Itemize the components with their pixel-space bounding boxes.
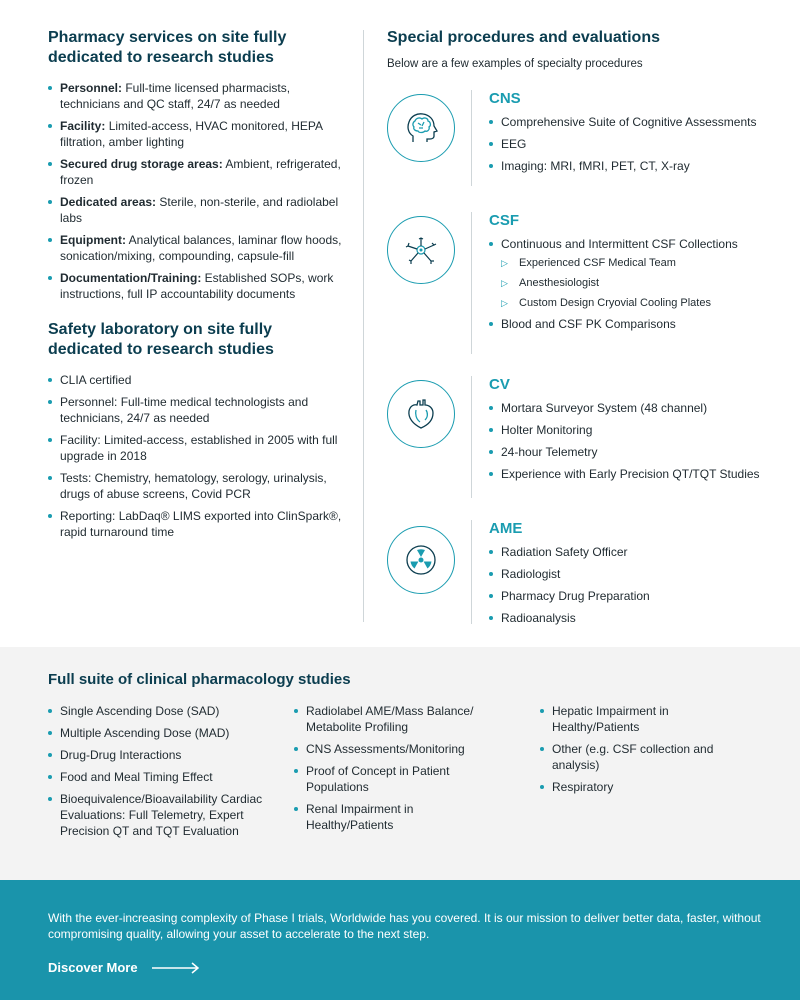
procedure-heading: CV	[489, 376, 510, 393]
list-item: Pharmacy Drug Preparation	[489, 588, 789, 604]
brain-head-icon	[387, 94, 455, 162]
list-item: Radiologist	[489, 566, 789, 582]
discover-more-label: Discover More	[48, 960, 138, 975]
list-item: Radiation Safety Officer	[489, 544, 789, 560]
safety-title: Safety laboratory on site fully dedicated to research studies	[48, 321, 274, 358]
list-item: Tests: Chemistry, hematology, serology, urinalysis, drugs of abuse screens, Covid PCR	[48, 470, 348, 502]
safety-list	[48, 372, 348, 540]
radiation-icon	[387, 526, 455, 594]
suite-list	[48, 703, 270, 839]
list-item: Dedicated areas: Sterile, non-sterile, and radiolabel labs	[48, 194, 348, 226]
footer-text: With the ever-increasing complexity of Phase I trials, Worldwide has you covered. It is our mission to deliver better data, faster, without compromising quality, allowing your asset to accelerate to the next step.	[48, 911, 761, 941]
procedure-body	[489, 90, 789, 180]
procedure-list	[489, 114, 789, 174]
list-item: Drug-Drug Interactions	[48, 747, 270, 763]
procedure-body	[489, 376, 789, 488]
pharmacy-title: Pharmacy services on site fully dedicated to research studies	[48, 29, 287, 66]
list-item: Reporting: LabDaq® LIMS exported into ClinSpark®, rapid turnaround time	[48, 508, 348, 540]
arrow-right-icon	[152, 962, 200, 974]
list-item: Radiolabel AME/Mass Balance/ Metabolite Profiling	[294, 703, 504, 735]
suite-column-1	[48, 703, 270, 845]
procedure-list	[489, 544, 789, 626]
procedure-cv	[387, 376, 787, 504]
procedure-divider	[471, 212, 472, 354]
suite-list	[294, 703, 504, 833]
procedure-divider	[471, 520, 472, 624]
suite-title: Full suite of clinical pharmacology studies	[48, 671, 351, 688]
sub-list-item: ▷ Experienced CSF Medical Team	[501, 257, 676, 269]
list-item: CLIA certified	[48, 372, 348, 388]
procedure-list	[489, 400, 789, 482]
procedure-heading: CSF	[489, 212, 519, 229]
procedure-list	[489, 236, 789, 332]
list-item: Respiratory	[540, 779, 740, 795]
column-divider	[363, 30, 364, 622]
sub-list-item: ▷ Anesthesiologist	[501, 277, 600, 289]
list-item: Imaging: MRI, fMRI, PET, CT, X-ray	[489, 158, 789, 174]
list-item: Documentation/Training: Established SOPs, work instructions, full IP accountability documents	[48, 270, 348, 302]
list-item: Holter Monitoring	[489, 422, 789, 438]
triangle-icon: ▷	[501, 258, 508, 268]
list-item: Renal Impairment in Healthy/Patients	[294, 801, 504, 833]
list-item: Continuous and Intermittent CSF Collections ▷ Experienced CSF Medical Team ▷ Anesthesiologist ▷ Custom Design Cryovial Cooling Plates	[489, 236, 789, 310]
sub-list	[501, 256, 789, 310]
suite-column-2	[294, 703, 504, 839]
heart-icon	[387, 380, 455, 448]
procedure-cns	[387, 90, 787, 200]
special-intro: Below are a few examples of specialty procedures	[387, 58, 643, 70]
procedure-body	[489, 520, 789, 632]
suite-column-3	[540, 703, 740, 801]
triangle-icon: ▷	[501, 278, 508, 288]
discover-more-link[interactable]	[48, 960, 200, 975]
list-item: Secured drug storage areas: Ambient, refrigerated, frozen	[48, 156, 348, 188]
list-item: Radioanalysis	[489, 610, 789, 626]
procedure-divider	[471, 376, 472, 498]
list-item: Proof of Concept in Patient Populations	[294, 763, 504, 795]
procedure-heading: CNS	[489, 90, 521, 107]
list-item: 24-hour Telemetry	[489, 444, 789, 460]
list-item: EEG	[489, 136, 789, 152]
list-item: Blood and CSF PK Comparisons	[489, 316, 789, 332]
list-item: Multiple Ascending Dose (MAD)	[48, 725, 270, 741]
list-item: Equipment: Analytical balances, laminar flow hoods, sonication/mixing, compounding, capsule-fill	[48, 232, 348, 264]
list-item: Experience with Early Precision QT/TQT Studies	[489, 466, 789, 482]
list-item: Personnel: Full-time medical technologists and technicians, 24/7 as needed	[48, 394, 348, 426]
sub-list-item: ▷ Custom Design Cryovial Cooling Plates	[501, 297, 711, 309]
list-item: Facility: Limited-access, HVAC monitored, HEPA filtration, amber lighting	[48, 118, 348, 150]
right-column	[387, 28, 787, 625]
list-item: CNS Assessments/Monitoring	[294, 741, 504, 757]
list-item: Personnel: Full-time licensed pharmacists, technicians and QC staff, 24/7 as needed	[48, 80, 348, 112]
procedure-ame	[387, 520, 787, 630]
list-item: Single Ascending Dose (SAD)	[48, 703, 270, 719]
procedure-divider	[471, 90, 472, 186]
list-item: Comprehensive Suite of Cognitive Assessments	[489, 114, 789, 130]
triangle-icon: ▷	[501, 298, 508, 308]
procedure-csf	[387, 212, 787, 362]
left-column	[48, 28, 348, 546]
list-item: Hepatic Impairment in Healthy/Patients	[540, 703, 740, 735]
procedure-body	[489, 212, 789, 338]
footer-banner	[0, 880, 800, 1000]
procedure-heading: AME	[489, 520, 523, 537]
special-title: Special procedures and evaluations	[387, 29, 660, 46]
list-item: Facility: Limited-access, established in 2005 with full upgrade in 2018	[48, 432, 348, 464]
list-item: Other (e.g. CSF collection and analysis)	[540, 741, 740, 773]
list-item: Bioequivalence/Bioavailability Cardiac Evaluations: Full Telemetry, Expert Precision QT and TQT Evaluation	[48, 791, 270, 839]
suite-section	[0, 647, 800, 880]
pharmacy-list	[48, 80, 348, 302]
neuron-icon	[387, 216, 455, 284]
suite-list	[540, 703, 740, 795]
list-item: Food and Meal Timing Effect	[48, 769, 270, 785]
list-item: Mortara Surveyor System (48 channel)	[489, 400, 789, 416]
